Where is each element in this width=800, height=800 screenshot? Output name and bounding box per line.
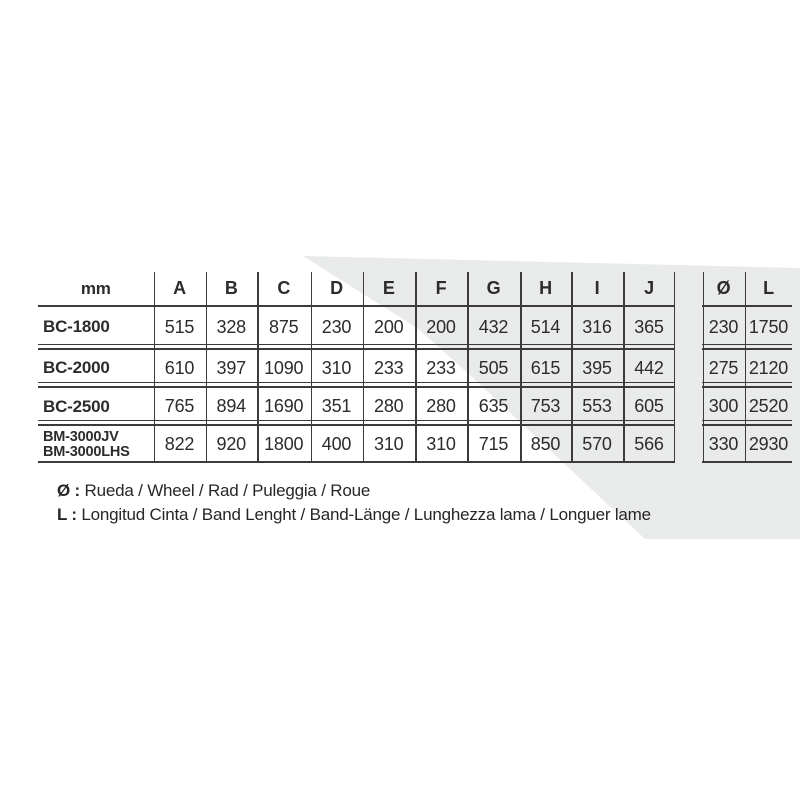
legend-line-length: [57, 503, 651, 527]
data-cell: 230: [321, 316, 352, 337]
legend-diameter-key: Ø :: [57, 481, 81, 500]
data-cell: 233: [374, 357, 404, 378]
table-gridline: [38, 424, 675, 426]
data-cell: 1090: [264, 357, 304, 378]
table-gridline: [38, 382, 675, 384]
column-header-f: F: [435, 278, 447, 298]
data-cell: 515: [164, 316, 195, 337]
column-header-h: H: [539, 278, 552, 298]
column-header-a: A: [173, 278, 186, 298]
data-cell: 505: [478, 357, 509, 378]
data-cell: 1750: [748, 316, 789, 337]
table-gridline: [702, 382, 792, 384]
row-label-bc1800: BC-1800: [43, 317, 110, 336]
row-label-line1: BM-3000JV BM-3000LHS: [43, 428, 130, 460]
table-gridline: [571, 272, 573, 463]
data-cell: 395: [582, 357, 612, 378]
column-header-c: C: [277, 278, 291, 298]
data-cell: 2930: [748, 434, 789, 454]
data-cell: 2120: [748, 357, 789, 378]
data-cell: 875: [269, 316, 299, 337]
dimensions-table: [38, 272, 675, 463]
data-cell: 822: [164, 434, 195, 454]
legend: [57, 479, 651, 527]
data-cell: 894: [216, 396, 246, 416]
table-gridline: [623, 272, 625, 463]
table-gridline: [154, 272, 156, 463]
legend-length-text: Longitud Cinta / Band Lenght / Band-Länge / Lunghezza lama / Longuer lame: [81, 505, 651, 524]
table-gridline: [311, 272, 313, 463]
table-gridline: [702, 348, 792, 350]
data-cell: 310: [321, 357, 352, 378]
row-label-bc2000: BC-2000: [43, 358, 110, 377]
unit-header: mm: [80, 278, 111, 298]
data-cell: 1800: [264, 434, 304, 454]
table-gridline: [674, 272, 676, 463]
table-gridline: [520, 272, 522, 463]
table-gridline: [363, 272, 365, 463]
table-gridline: [206, 272, 208, 463]
table-gridline: [702, 424, 792, 426]
table-gridline: [38, 386, 675, 388]
legend-line-diameter: [57, 479, 651, 503]
data-cell: 553: [582, 396, 612, 416]
column-header-e: E: [382, 278, 395, 298]
legend-length-key: L :: [57, 505, 77, 524]
data-cell: 432: [478, 316, 509, 337]
data-cell: 200: [374, 316, 404, 337]
table-gridline: [702, 420, 792, 422]
data-cell: 715: [478, 434, 509, 454]
data-cell: 2520: [748, 396, 789, 416]
data-cell: 328: [216, 316, 246, 337]
data-cell: 310: [426, 434, 456, 454]
table-gridline: [702, 386, 792, 388]
table-gridline: [467, 272, 469, 463]
table-gridline: [38, 461, 675, 463]
data-cell: 280: [426, 396, 456, 416]
table-gridline: [703, 272, 705, 463]
row-label-bm3000: [38, 426, 154, 463]
dimensions-table-grid: [38, 272, 675, 463]
data-cell: 351: [321, 396, 352, 416]
table-gridline: [38, 348, 675, 350]
table-gridline: [415, 272, 417, 463]
column-header-i: I: [594, 278, 600, 298]
data-cell: 920: [216, 434, 246, 454]
data-cell: 310: [374, 434, 404, 454]
data-cell: 330: [708, 434, 739, 454]
data-cell: 570: [582, 434, 612, 454]
table-gridline: [702, 344, 792, 346]
legend-diameter-text: Rueda / Wheel / Rad / Puleggia / Roue: [84, 481, 371, 500]
data-cell: 605: [634, 396, 664, 416]
data-cell: 280: [374, 396, 404, 416]
table-gridline: [257, 272, 259, 463]
table-gridline: [702, 461, 792, 463]
column-header-g: G: [486, 278, 501, 298]
column-header-diameter: Ø: [716, 278, 731, 298]
data-cell: 397: [216, 357, 246, 378]
data-cell: 1690: [264, 396, 304, 416]
data-cell: 514: [530, 316, 561, 337]
data-cell: 233: [426, 357, 456, 378]
table-gridline: [38, 420, 675, 422]
data-cell: 635: [478, 396, 509, 416]
table-gridline: [745, 272, 747, 463]
data-cell: 300: [708, 396, 739, 416]
data-cell: 765: [164, 396, 195, 416]
table-gridline: [38, 305, 675, 307]
data-cell: 615: [530, 357, 561, 378]
column-header-b: B: [224, 278, 238, 298]
row-label-bc2500: BC-2500: [43, 396, 110, 416]
wheel-length-table: [702, 272, 792, 463]
data-cell: 365: [634, 316, 664, 337]
wheel-length-grid: [702, 272, 792, 463]
table-gridline: [38, 344, 675, 346]
data-cell: 753: [530, 396, 561, 416]
column-header-j: J: [644, 278, 654, 298]
data-cell: 442: [634, 357, 664, 378]
column-header-d: D: [330, 278, 343, 298]
column-header-length: L: [763, 278, 774, 298]
data-cell: 316: [582, 316, 612, 337]
data-cell: 850: [530, 434, 561, 454]
data-cell: 230: [708, 316, 739, 337]
data-cell: 566: [634, 434, 664, 454]
data-cell: 200: [426, 316, 456, 337]
data-cell: 400: [321, 434, 352, 454]
data-cell: 610: [164, 357, 195, 378]
data-cell: 275: [708, 357, 739, 378]
table-gridline: [702, 305, 792, 307]
